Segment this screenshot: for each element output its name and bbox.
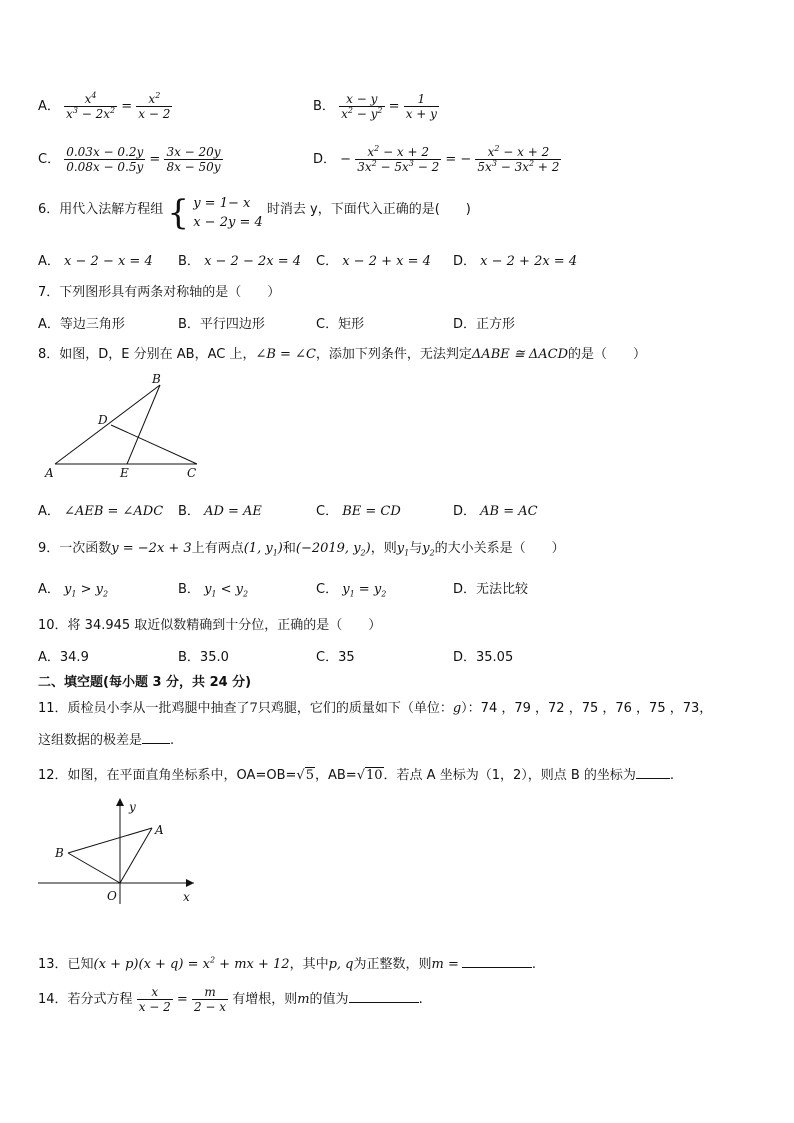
point-c-label: C <box>187 466 197 480</box>
sqrt-5: √5 <box>296 768 314 783</box>
point-e-label: E <box>120 466 129 480</box>
q13-stem: 13．已知$(x + p)(x + q) = x^2$ + mx + 12，其中p, q为正整数，则m = . <box>38 955 537 972</box>
q5-option-d: D． − $\frac{x^2 - x + 2}{3x^2 - 5x^3 - 2}$ = − $\frac{x^2 - x + 2}{5x^3 - 3x^2 + 2}$ <box>313 144 560 174</box>
point-a-label: A <box>45 466 54 480</box>
q7-stem: 7．下列图形具有两条对称轴的是（ ） <box>38 285 281 300</box>
answer-blank[interactable] <box>349 991 419 1003</box>
q11-line2: 这组数据的极差是 . <box>38 733 175 748</box>
y-axis-label: y <box>129 800 136 814</box>
section-heading-fill-in: 二、填空题(每小题 3 分，共 24 分) <box>38 675 252 690</box>
origin-label: O <box>107 889 117 903</box>
x-axis-label: x <box>183 890 190 904</box>
q9-stem: 9．一次函数y = −2x + 3上有两点(1, $y_1$)和(−2019, $y_2$)，则$y_1$与$y_2$的大小关系是（ ） <box>38 541 565 558</box>
point-a-label: A <box>155 823 164 837</box>
sqrt-10: √10 <box>356 768 383 783</box>
brace-icon: { <box>167 193 190 233</box>
q6-stem: 6．用代入法解方程组 { y = 1− x x − 2y = 4 时消去 y，下面代入正确的是( ) <box>38 193 471 233</box>
q5-option-c: C． $\frac{0.03x - 0.2y}{0.08x - 0.5y}$ = $\frac{3x - 20y}{8x - 50y}$ <box>38 145 221 174</box>
q10-stem: 10．将 34.945 取近似数精确到十分位，正确的是（ ） <box>38 618 382 633</box>
q5-option-a: A． $\frac{x^4}{x^3 - 2x^2}$ = $\frac{x^2}{x - 2}$ <box>38 91 171 121</box>
point-b-label: B <box>55 846 64 860</box>
q14-stem: 14．若分式方程 $\frac{x}{x - 2}$ = $\frac{m}{2 - x}$ 有增根，则m的值为 . <box>38 985 423 1014</box>
answer-blank[interactable] <box>462 956 532 968</box>
q11-line1: 11．质检员小李从一批鸡腿中抽查了7只鸡腿，它们的质量如下（单位：g）：74 ，79 ，72 ，75 ，76 ，75 ，73， <box>38 701 713 716</box>
answer-blank[interactable] <box>636 767 670 779</box>
q5-option-b: B． $\frac{x - y}{x^2 - y^2}$ = $\frac{1}{x + y}$ <box>313 92 437 121</box>
point-d-label: D <box>98 413 108 427</box>
q12-coordinate-figure <box>36 794 196 906</box>
q8-triangle-figure <box>40 370 210 482</box>
point-b-label: B <box>152 372 161 386</box>
answer-blank[interactable] <box>142 732 170 744</box>
q12-stem: 12．如图，在平面直角坐标系中，OA=OB=√5，AB=√10．若点 A 坐标为（1，2），则点 B 的坐标为 . <box>38 768 675 783</box>
q8-stem: 8．如图，D，E 分别在 AB，AC 上，∠B = ∠C，添加下列条件，无法判定ΔABE ≅ ΔACD的是（ ） <box>38 347 647 362</box>
